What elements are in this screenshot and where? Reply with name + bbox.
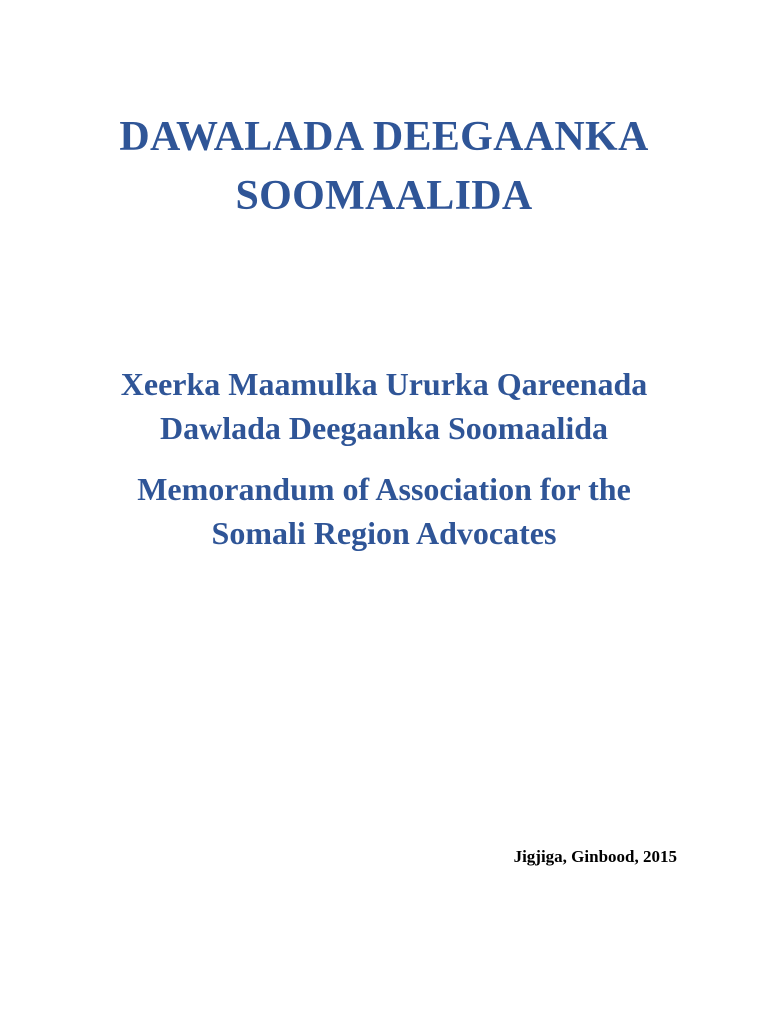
subtitle-somali	[0, 362, 768, 450]
title-line-1: DAWALADA DEEGAANKA	[119, 114, 649, 160]
subtitle-english-line-2: Somali Region Advocates	[211, 515, 557, 551]
place-and-date: Jigjiga, Ginbood, 2015	[513, 847, 677, 866]
subtitle-somali-line-1: Xeerka Maamulka Ururka Qareenada	[120, 366, 648, 402]
subtitle-english-line-1: Memorandum of Association for the	[137, 471, 631, 507]
subtitle-somali-line-2: Dawlada Deegaanka Soomaalida	[159, 410, 609, 446]
subtitle-english	[0, 467, 768, 555]
title-line-2: SOOMAALIDA	[235, 173, 533, 219]
document-title	[0, 108, 768, 226]
